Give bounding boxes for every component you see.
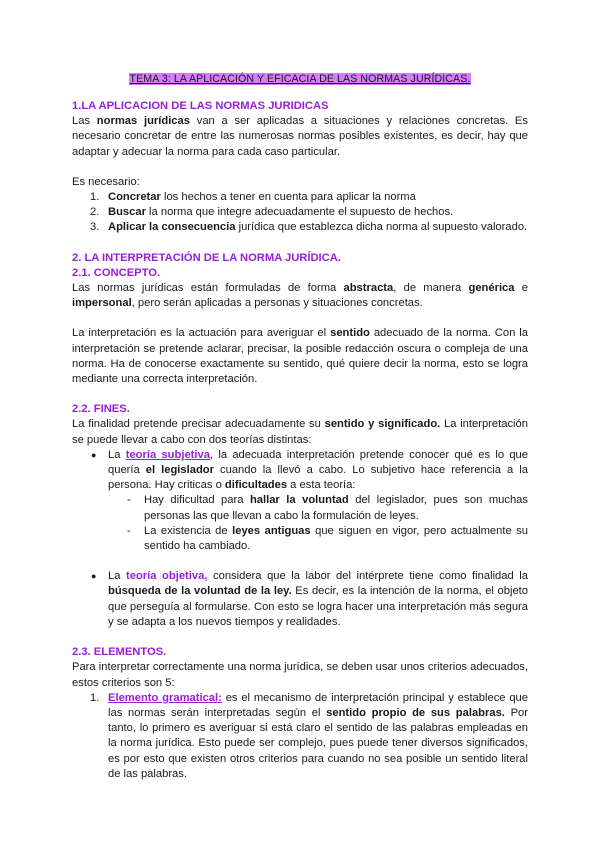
section-1-heading: 1.LA APLICACION DE LAS NORMAS JURIDICAS [72,100,329,112]
elements-list [72,691,528,782]
fines-paragraph: La finalidad pretende precisar adecuadamente su sentido y significado. La interpretación se puede llevar a cabo con dos teorías distintas: [72,418,528,446]
section-1-paragraph: Las normas jurídicas van a ser aplicadas a situaciones y relaciones concretas. Es necesario concretar de entre las numerosas normas posibles existentes, es decir, hay que adaptar y adecuar la norma para cada caso particular. [72,115,528,158]
document-body [72,99,528,782]
list-item: ● La teoría objetiva, considera que la labor del intérprete tiene como finalidad la búsqueda de la voluntad de la ley. Es decir, es la intención de la norma, el objeto que perseguía al formularse. Con esto se logra hacer una interpretación más segura y se adapta a los nuevos tiempos y realidades. [91,570,529,628]
list-item: - La existencia de leyes antiguas que siguen en vigor, pero actualmente su sentido ha cambiado. [127,524,529,553]
concept-paragraph-2: La interpretación es la actuación para averiguar el sentido adecuado de la norma. Con la interpretación se pretende aclarar, precisar, la posible redacción oscura o compleja de una norma. Ha de conocerse exactamente su sentido, qué quiere decir la norma, esto se logra mediante una correcta interpretación. [72,327,529,386]
list-item: - Hay dificultad para hallar la voluntad del legislador, pues son muchas personas las que llevan a cabo la formulación de leyes. [127,494,528,522]
document-title [0,72,600,87]
bullet-icon: ● [91,449,97,460]
list-item: 1. Concretar los hechos a tener en cuenta para aplicar la norma [90,191,416,204]
subsection-2-2-heading: 2.2. FINES. [72,403,130,416]
difficulties-list [72,493,528,554]
section-1-list [72,190,528,236]
theories-list-2 [72,569,528,630]
theories-list [72,448,528,494]
list-item: 1. Elemento gramatical: es el mecanismo de interpretación principal y establece que las normas serán interpretadas según el sentido propio de sus palabras. Por tanto, lo primero es averiguar si está claro el sentido de las palabras empleadas en la norma jurídica. Esto puede ser complejo, pues puede tener diversos significados, es por esto que existen otros criterios para cuando no sea posible un sentido literal de las palabras. [90,691,529,780]
concept-paragraph-1: Las normas jurídicas están formuladas de forma abstracta, de manera genérica e impersonal, pero serán aplicadas a personas y situaciones concretas. [72,282,528,310]
section-2-heading: 2. LA INTERPRETACIÓN DE LA NORMA JURÍDICA. [72,251,341,264]
bullet-icon: ● [91,571,97,582]
subsection-2-3-heading: 2.3. ELEMENTOS. [72,646,167,659]
list-item: 3. Aplicar la consecuencia jurídica que establezca dicha norma al supuesto valorado. [90,221,528,234]
elements-paragraph: Para interpretar correctamente una norma jurídica, se deben usar unos criterios adecuados, estos criterios son 5: [72,661,528,689]
document-title-text: TEMA 3: LA APLICACIÓN Y EFICACIA DE LAS NORMAS JURÍDICAS. [129,73,471,85]
list-item: 2. Buscar la norma que integre adecuadamente el supuesto de hechos. [90,206,454,219]
subsection-2-1-heading: 2.1. CONCEPTO. [72,266,161,279]
list-item: ● La teoría subjetiva, la adecuada interpretación pretende conocer qué es lo que quería el legislador cuando la llevó a cabo. Lo subjetivo hace referencia a la persona. Hay criticas o dificultades a esta teoría: [91,448,528,492]
section-1-intro: Es necesario: [72,175,140,188]
